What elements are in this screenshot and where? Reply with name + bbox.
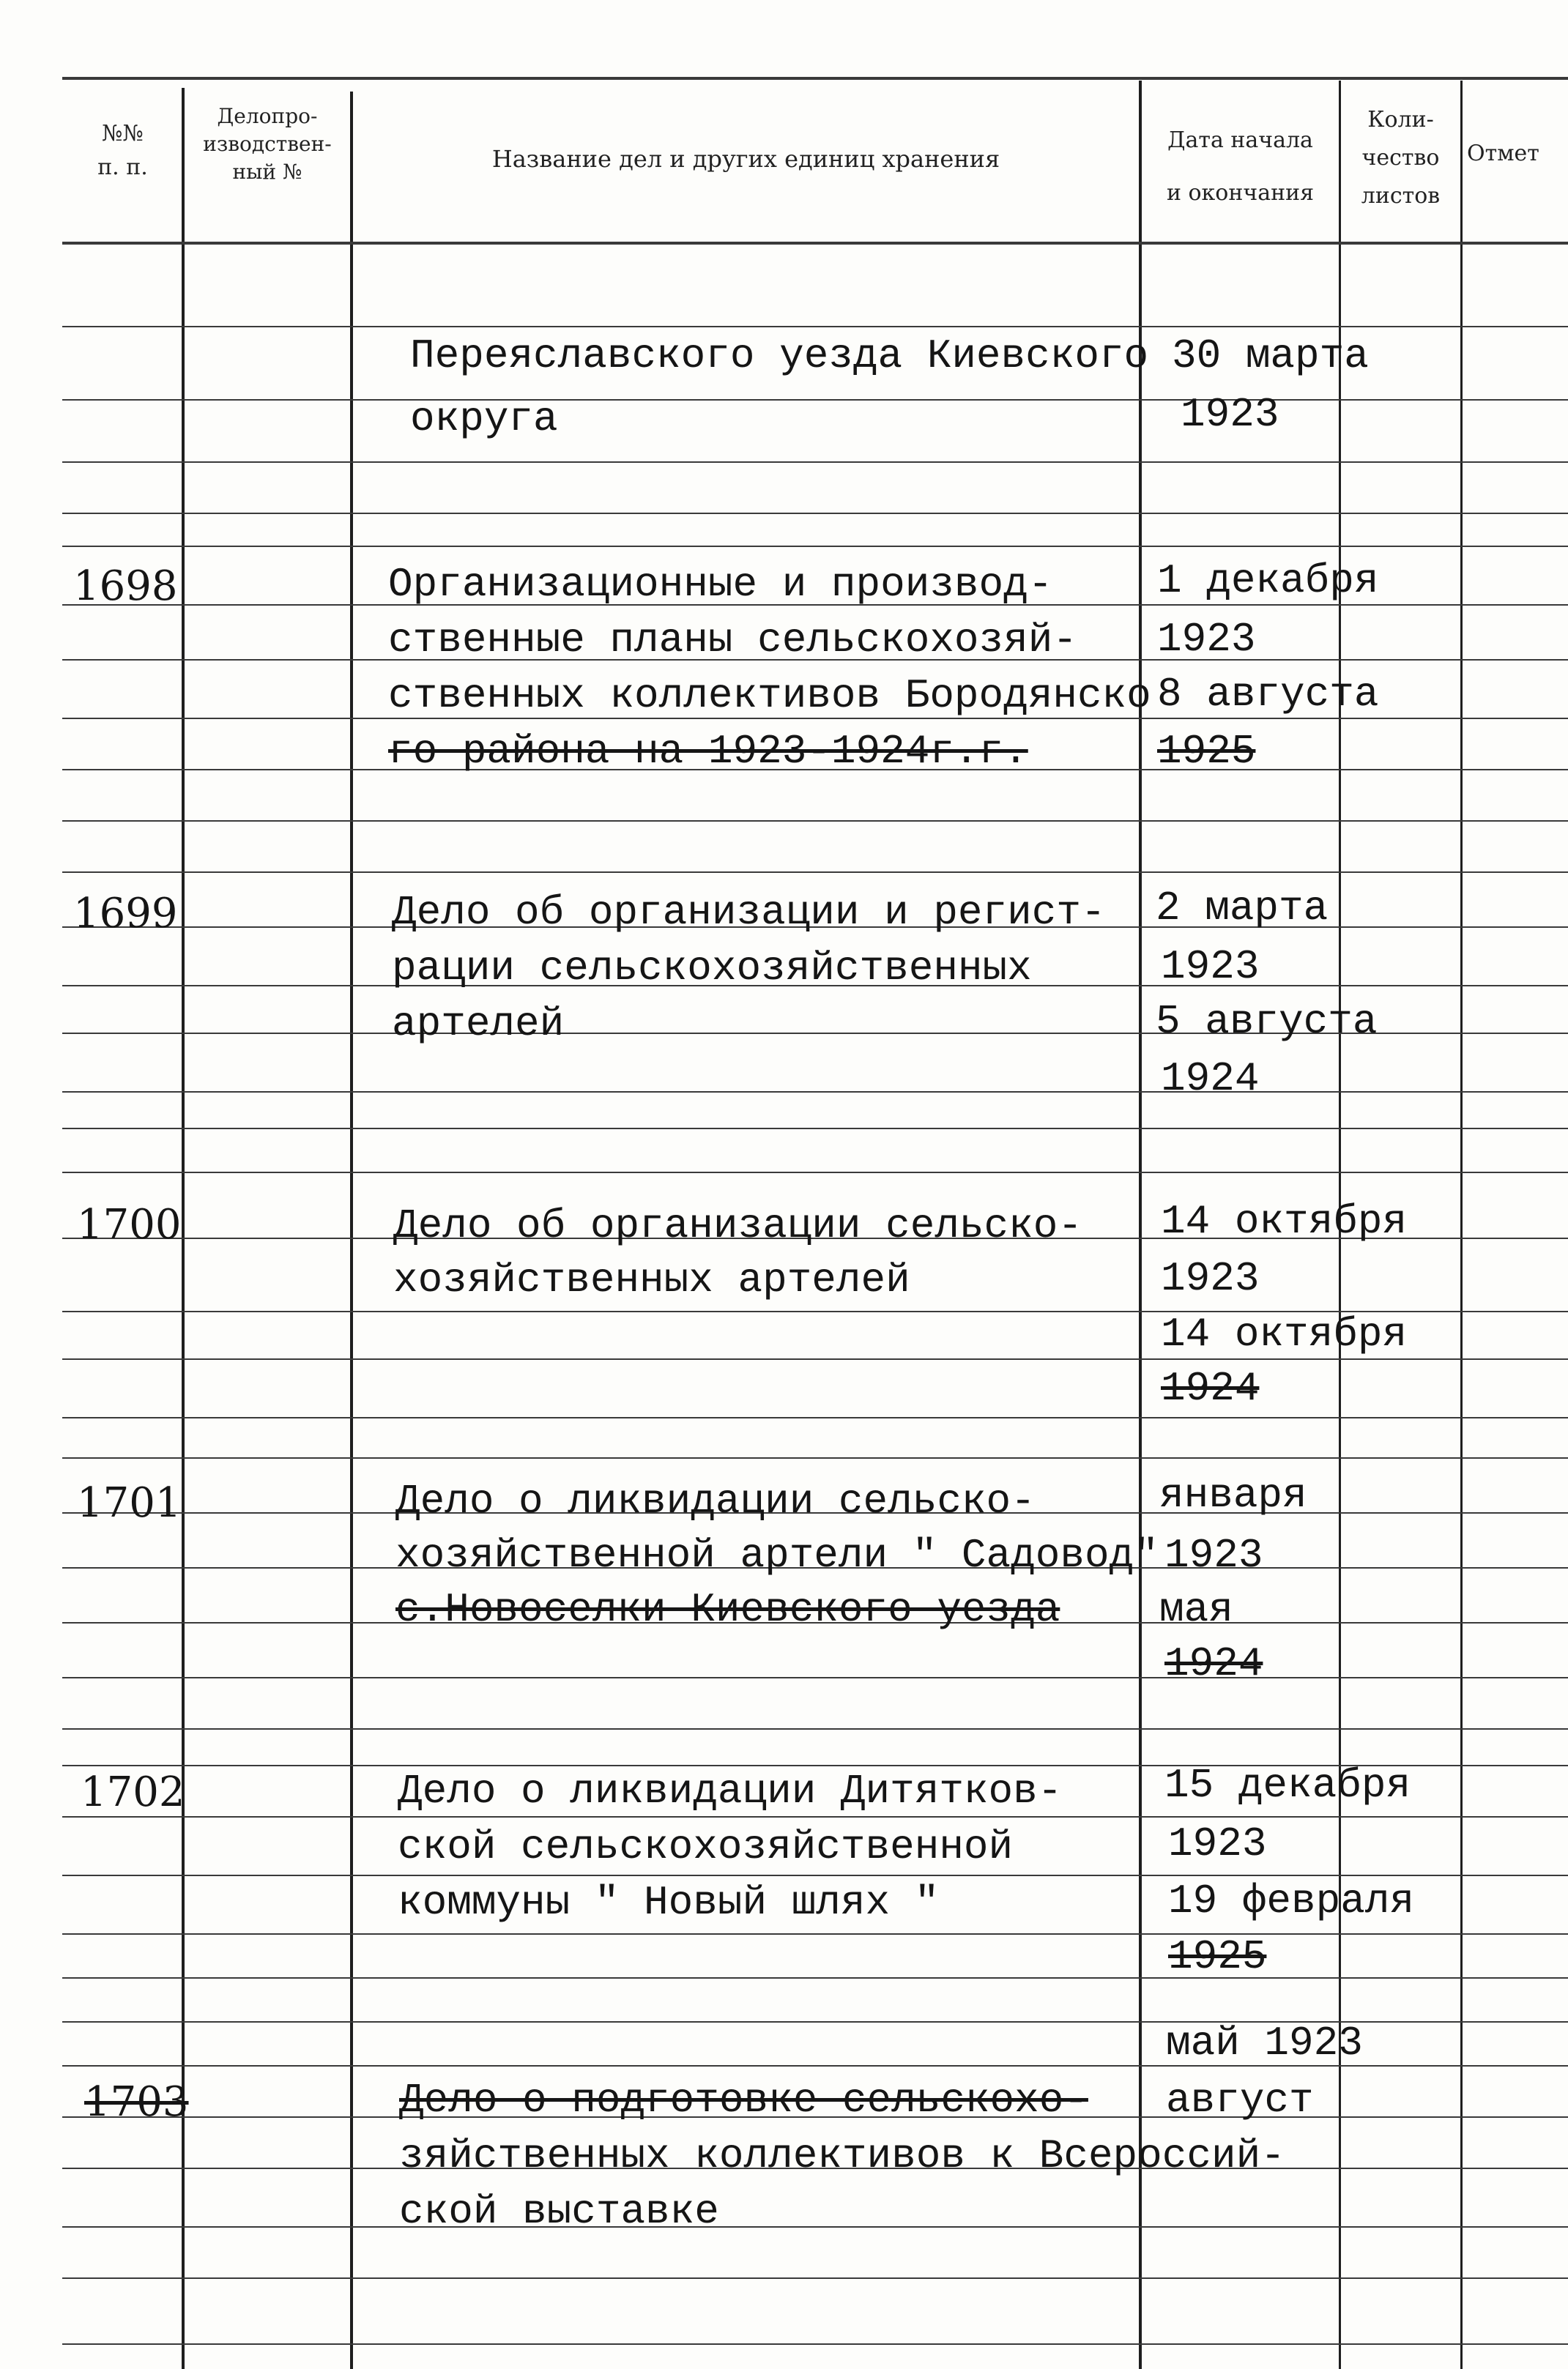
record-title-line: ской выставке bbox=[399, 2188, 719, 2235]
continuation-title-line: округа bbox=[410, 395, 558, 442]
record-number: 1702 bbox=[81, 1769, 185, 1816]
header-bottom-rule bbox=[62, 242, 1568, 245]
record-date: 1924 bbox=[1164, 1640, 1263, 1687]
continuation-date: 30 марта bbox=[1172, 332, 1369, 379]
ruled-line bbox=[62, 546, 1568, 547]
record-date: 1 декабря bbox=[1157, 557, 1379, 604]
record-title-line: Дело об организации и регист- bbox=[392, 889, 1106, 936]
record-title-line: с.Новоселки Киевского уезда bbox=[395, 1586, 1060, 1633]
record-date: 1924 bbox=[1161, 1055, 1260, 1102]
column-rule bbox=[1460, 81, 1463, 2369]
record-date: 15 декабря bbox=[1164, 1762, 1411, 1809]
ruled-line bbox=[62, 2226, 1568, 2228]
ruled-line bbox=[62, 1728, 1568, 1730]
record-date: 14 октября bbox=[1161, 1198, 1408, 1245]
record-title-line: артелей bbox=[392, 1000, 565, 1047]
ruled-line bbox=[62, 326, 1568, 327]
record-date: 1925 bbox=[1157, 728, 1256, 775]
ruled-line bbox=[62, 461, 1568, 463]
ruled-line bbox=[62, 2343, 1568, 2345]
ruled-line bbox=[62, 1977, 1568, 1979]
header-sheet-count: Коли- чество листов bbox=[1361, 107, 1441, 209]
ruled-line bbox=[62, 1172, 1568, 1173]
column-rule bbox=[182, 88, 185, 2369]
record-date: мая bbox=[1159, 1586, 1233, 1633]
record-title-line: хозяйственной артели " Садовод" bbox=[395, 1532, 1159, 1579]
record-title-line: ственных коллективов Бородянско bbox=[388, 672, 1151, 719]
record-date: 1923 bbox=[1164, 1532, 1263, 1579]
ruled-line bbox=[62, 1933, 1568, 1935]
ruled-line bbox=[62, 1091, 1568, 1093]
header-top-rule bbox=[62, 77, 1568, 80]
header-number: №№ п. п. bbox=[97, 121, 148, 180]
record-date: 14 октября bbox=[1161, 1311, 1408, 1358]
ruled-line bbox=[62, 871, 1568, 873]
header-office-number: Делопро- изводствен- ный № bbox=[203, 104, 332, 184]
record-title-line: Дело об организации сельско- bbox=[393, 1202, 1082, 1249]
record-date: 1925 bbox=[1168, 1933, 1267, 1980]
continuation-date: 1923 bbox=[1181, 391, 1279, 438]
record-date: 8 августа bbox=[1157, 671, 1379, 718]
ruled-line bbox=[62, 399, 1568, 401]
column-rule bbox=[350, 92, 353, 2369]
record-date: 19 февраля bbox=[1168, 1878, 1415, 1924]
record-title-line: Дело о ликвидации Дитятков- bbox=[398, 1768, 1063, 1815]
ruled-line bbox=[62, 1677, 1568, 1678]
record-title-line: рации сельскохозяйственных bbox=[392, 945, 1032, 992]
record-title-line: ской сельскохозяйственной bbox=[398, 1823, 1014, 1870]
record-date: 1923 bbox=[1168, 1821, 1267, 1867]
header-title: Название дел и других единиц хранения bbox=[491, 145, 1000, 173]
record-number: 1698 bbox=[73, 562, 178, 610]
ruled-line bbox=[62, 820, 1568, 822]
record-date: 1923 bbox=[1161, 1255, 1260, 1302]
record-date: май 1923 bbox=[1166, 2020, 1363, 2067]
record-date: января bbox=[1159, 1472, 1307, 1519]
record-date: 2 марта bbox=[1156, 885, 1329, 931]
record-date: август bbox=[1166, 2077, 1314, 2124]
record-title-line: хозяйственных артелей bbox=[393, 1257, 910, 1303]
header-dates: Дата начала и окончания bbox=[1166, 127, 1315, 206]
ruled-line bbox=[62, 2277, 1568, 2279]
header-notes: Отмет bbox=[1467, 141, 1539, 166]
record-date: 5 августа bbox=[1156, 998, 1378, 1045]
record-title-line: зяйственных коллективов к Всеросcий- bbox=[399, 2132, 1285, 2179]
ruled-line bbox=[62, 1457, 1568, 1459]
record-title-line: го района на 1923-1924г.г. bbox=[388, 728, 1028, 775]
record-date: 1923 bbox=[1157, 616, 1256, 663]
ruled-line bbox=[62, 513, 1568, 514]
record-date: 1924 bbox=[1161, 1365, 1260, 1412]
continuation-title-line: Переяславского уезда Киевского bbox=[410, 332, 1149, 379]
column-rule bbox=[1139, 81, 1142, 2369]
record-number: 1703 bbox=[84, 2078, 189, 2126]
record-number: 1701 bbox=[77, 1479, 182, 1527]
record-title-line: Организационные и производ- bbox=[388, 561, 1053, 608]
record-number: 1700 bbox=[77, 1201, 182, 1249]
record-date: 1923 bbox=[1161, 943, 1260, 990]
ruled-line bbox=[62, 1128, 1568, 1129]
record-number: 1699 bbox=[73, 890, 178, 937]
record-title-line: коммуны " Новый шлях " bbox=[398, 1879, 940, 1926]
ruled-line bbox=[62, 1417, 1568, 1418]
record-title-line: ственные планы сельскохозяй- bbox=[388, 617, 1077, 663]
record-title-line: Дело о ликвидации сельско- bbox=[395, 1478, 1036, 1525]
record-title-line: Дело о подготовке сельскохо- bbox=[399, 2077, 1088, 2124]
